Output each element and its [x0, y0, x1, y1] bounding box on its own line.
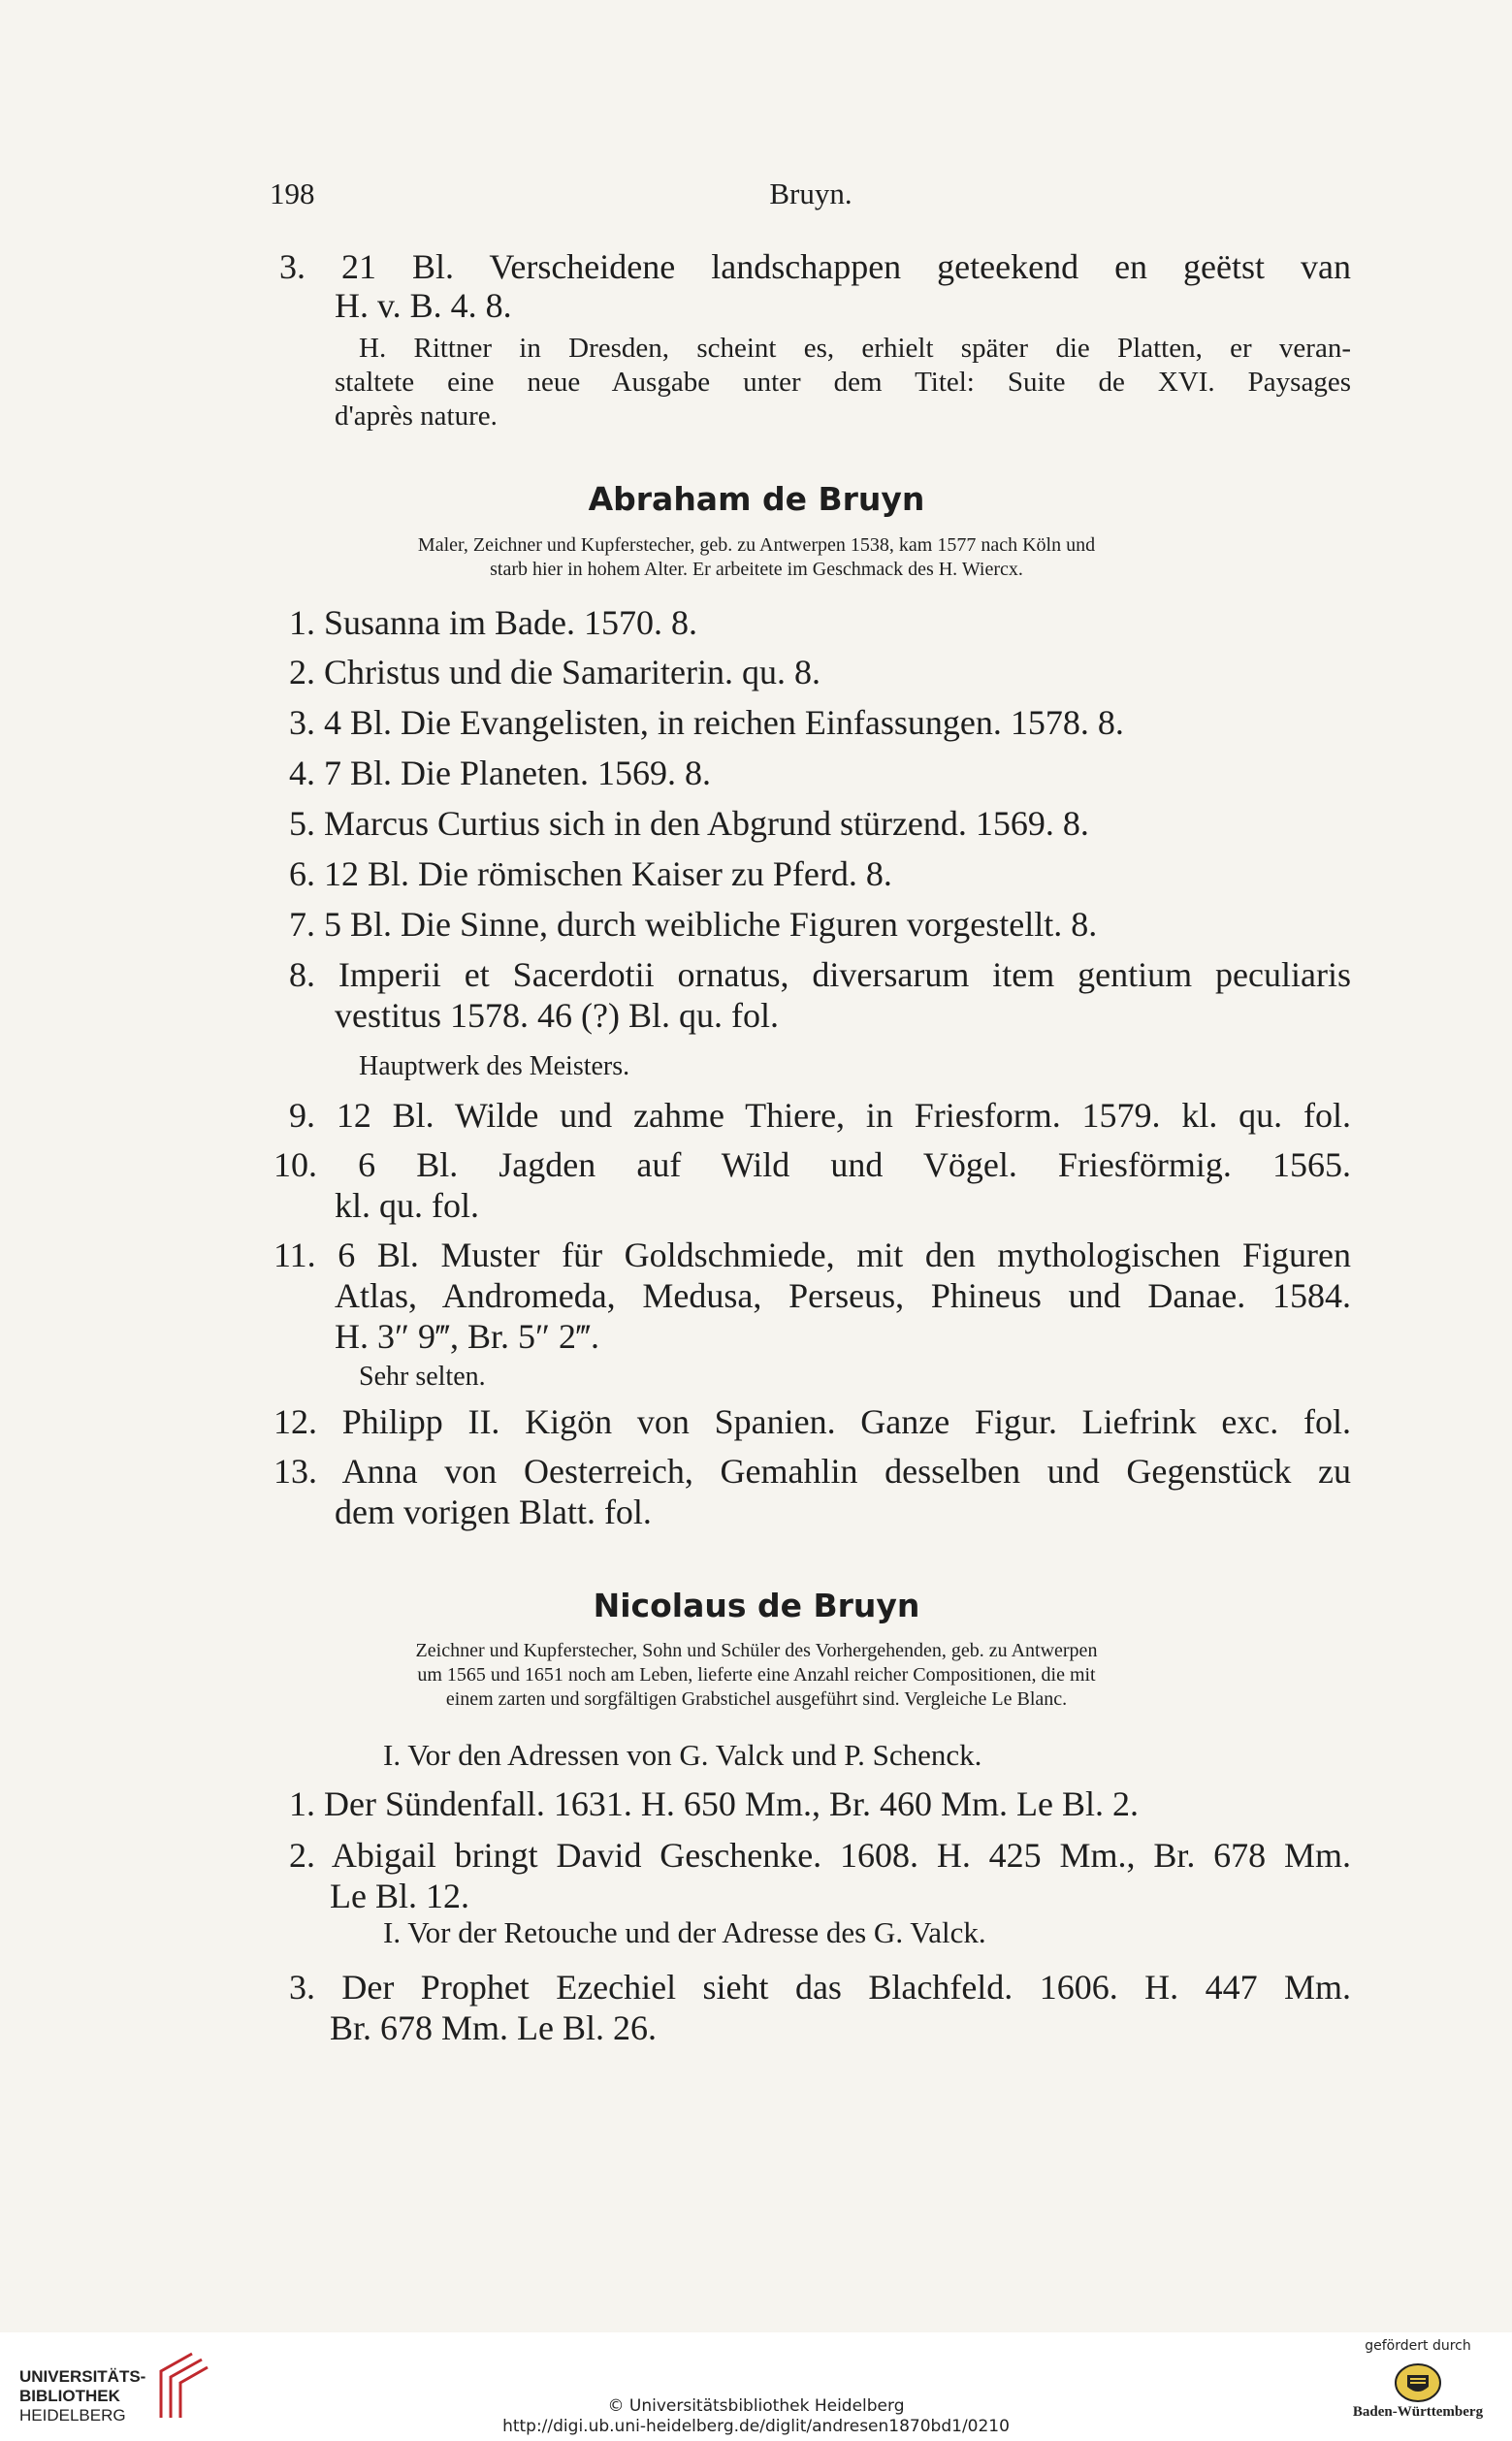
page-number: 198	[270, 177, 315, 210]
catalogue-item: 3. 4 Bl. Die Evangelisten, in reichen Einfassungen. 1578. 8.	[289, 703, 1124, 742]
biography-line: Maler, Zeichner und Kupferstecher, geb. zu Antwerpen 1538, kam 1577 nach Köln und	[417, 534, 1096, 556]
catalogue-item: 2. Christus und die Samariterin. qu. 8.	[289, 653, 820, 691]
catalogue-item: 13. Anna von Oesterreich, Gemahlin desselben und Gegenstück zu	[273, 1452, 1351, 1491]
biography-line: starb hier in hohem Alter. Er arbeitete im Geschmack des H. Wiercx.	[490, 559, 1023, 580]
catalogue-item: 1. Der Sündenfall. 1631. H. 650 Mm., Br. 460 Mm. Le Bl. 2.	[289, 1784, 1139, 1823]
catalogue-item: 7. 5 Bl. Die Sinne, durch weibliche Figuren vorgestellt. 8.	[289, 905, 1098, 944]
entry-note: H. Rittner in Dresden, scheint es, erhielt später die Platten, er veran-	[359, 333, 1351, 364]
catalogue-note: Hauptwerk des Meisters.	[359, 1051, 630, 1081]
catalogue-item: 6. 12 Bl. Die römischen Kaiser zu Pferd. 8.	[289, 854, 892, 893]
catalogue-item: 2. Abigail bringt David Geschenke. 1608. H. 425 Mm., Br. 678 Mm.	[289, 1836, 1351, 1875]
catalogue-item: 5. Marcus Curtius sich in den Abgrund stürzend. 1569. 8.	[289, 804, 1089, 843]
source-url-link[interactable]: http://digi.ub.uni-heidelberg.de/diglit/andresen1870bd1/0210	[502, 2417, 1010, 2436]
sponsor-block	[1345, 2338, 1491, 2421]
catalogue-item-continued: H. 3″ 9‴, Br. 5″ 2‴.	[335, 1317, 599, 1356]
catalogue-item: 9. 12 Bl. Wilde und zahme Thiere, in Friesform. 1579. kl. qu. fol.	[289, 1096, 1351, 1135]
catalogue-item: 1. Susanna im Bade. 1570. 8.	[289, 603, 697, 642]
entry-line: 3. 21 Bl. Verscheidene landschappen geteekend en geëtst van	[279, 247, 1351, 286]
copyright-text: © Universitätsbibliothek Heidelberg	[607, 2396, 905, 2416]
entry-line: H. v. B. 4. 8.	[335, 286, 512, 325]
catalogue-note: Sehr selten.	[359, 1362, 486, 1392]
library-logo-text: UNIVERSITÄTS- BIBLIOTHEK HEIDELBERG	[19, 2367, 146, 2425]
biography-line: Zeichner und Kupferstecher, Sohn und Schüler des Vorhergehenden, geb. zu Antwerpen	[415, 1640, 1098, 1661]
state-heading: I. Vor den Adressen von G. Valck und P. Schenck.	[383, 1738, 982, 1772]
catalogue-item-continued: Atlas, Andromeda, Medusa, Perseus, Phineus und Danae. 1584.	[335, 1276, 1351, 1315]
entry-note: d'après nature.	[335, 401, 498, 432]
catalogue-item: 10. 6 Bl. Jagden auf Wild und Vögel. Friesförmig. 1565.	[273, 1145, 1351, 1184]
running-title: Bruyn.	[769, 177, 853, 210]
page-header	[270, 177, 1352, 221]
sponsor-name: Baden-Württemberg	[1352, 2404, 1484, 2420]
sponsor-label: gefördert durch	[1365, 2338, 1471, 2354]
catalogue-item-continued: vestitus 1578. 46 (?) Bl. qu. fol.	[335, 996, 779, 1035]
section-heading: Abraham de Bruyn	[588, 480, 925, 518]
catalogue-item: 8. Imperii et Sacerdotii ornatus, diversarum item gentium peculiaris	[289, 955, 1351, 994]
entry-note: staltete eine neue Ausgabe unter dem Titel: Suite de XVI. Paysages	[335, 367, 1351, 398]
footer-credit	[0, 2396, 1512, 2437]
biography-line: um 1565 und 1651 noch am Leben, lieferte eine Anzahl reicher Compositionen, die mit	[417, 1664, 1096, 1686]
catalogue-item-continued: Br. 678 Mm. Le Bl. 26.	[330, 2008, 658, 2047]
catalogue-item: 3. Der Prophet Ezechiel sieht das Blachfeld. 1606. H. 447 Mm.	[289, 1968, 1351, 2007]
catalogue-item: 12. Philipp II. Kigön von Spanien. Ganze Figur. Liefrink exc. fol.	[273, 1402, 1351, 1441]
catalogue-item-continued: kl. qu. fol.	[335, 1186, 479, 1225]
catalogue-item-continued: dem vorigen Blatt. fol.	[335, 1493, 652, 1531]
digitization-footer	[0, 2332, 1512, 2441]
catalogue-item: 11. 6 Bl. Muster für Goldschmiede, mit den mythologischen Figuren	[273, 1236, 1351, 1274]
section-heading: Nicolaus de Bruyn	[593, 1587, 920, 1624]
biography-line: einem zarten und sorgfältigen Grabstichel ausgeführt sind. Vergleiche Le Blanc.	[445, 1688, 1068, 1710]
state-heading: I. Vor der Retouche und der Adresse des G. Valck.	[383, 1915, 986, 1949]
catalogue-item-continued: Le Bl. 12.	[330, 1877, 469, 1915]
catalogue-item: 4. 7 Bl. Die Planeten. 1569. 8.	[289, 754, 711, 792]
state-crest-icon	[1394, 2361, 1442, 2404]
